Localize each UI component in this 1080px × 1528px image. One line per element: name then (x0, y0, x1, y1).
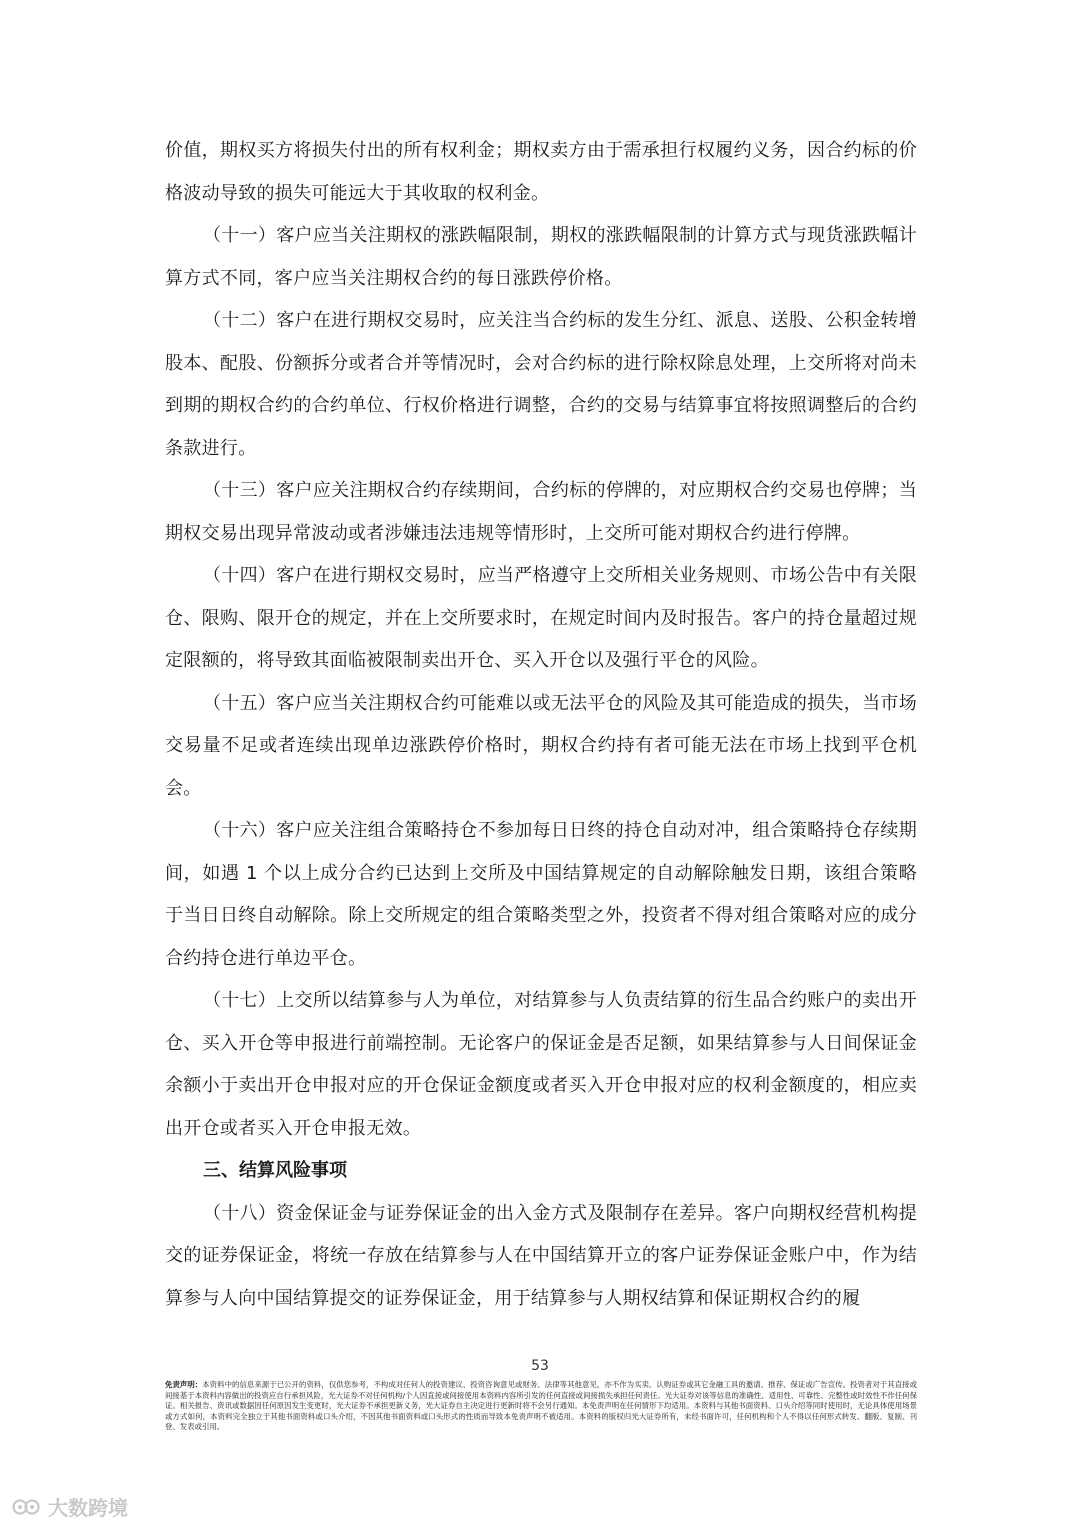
disclaimer-text: 本资料中的信息来源于已公开的资料，仅供您参考，不构成对任何人的投资建议、投资咨询意见或财务、法律等其他意见，亦不作为买卖、认购证券或其它金融工具的邀请、推荐、保证或广告宣传。投资者对于其直接或间接基于本资料内容做出的投资应自行承担风险，光大证券不对任何机构/个人因直接或间接使用本资料内容所引发的任何直接或间接损失承担任何责任。光大证券对该等信息的准确性、适用性、可靠性、完整性或时效性不作任何保证。相关报告、资讯或数据因任何原因发生变更时，光大证券不承担更新义务，光大证券自主决定进行更新时将不会另行通知。本免责声明在任何情形下均适用。本资料与其他书面资料、口头介绍等同时使用时，无论具体使用场景或方式如何，本资料完全独立于其他书面资料或口头介绍，不因其他书面资料或口头形式的性质而导致本免责声明不被适用。本资料的版权归光大证券所有，未经书面许可，任何机构和个人不得以任何形式转发、翻版、复制、刊登、发表或引用。 (165, 1380, 917, 1431)
disclaimer (165, 1380, 917, 1433)
page-number: 53 (531, 1358, 549, 1374)
paragraph-continuation: 价值，期权买方将损失付出的所有权利金；期权卖方由于需承担行权履约义务，因合约标的价格波动导致的损失可能远大于其收取的权利金。 (165, 140, 917, 204)
paragraph-17: （十七）上交所以结算参与人为单位，对结算参与人负责结算的衍生品合约账户的卖出开仓、买入开仓等申报进行前端控制。无论客户的保证金是否足额，如果结算参与人日间保证金余额小于卖出开仓申报对应的开仓保证金额度或者买入开仓申报对应的权利金额度的，相应卖出开仓或者买入开仓申报无效。 (165, 990, 917, 1139)
paragraph-12: （十二）客户在进行期权交易时，应关注当合约标的发生分红、派息、送股、公积金转增股本、配股、份额拆分或者合并等情况时，会对合约标的进行除权除息处理，上交所将对尚未到期的期权合约的合约单位、行权价格进行调整，合约的交易与结算事宜将按照调整后的合约条款进行。 (165, 310, 917, 459)
paragraph-18: （十八）资金保证金与证券保证金的出入金方式及限制存在差异。客户向期权经营机构提交的证券保证金，将统一存放在结算参与人在中国结算开立的客户证券保证金账户中，作为结算参与人向中国结算提交的证券保证金，用于结算参与人期权结算和保证期权合约的履 (165, 1202, 917, 1309)
paragraph-11: （十一）客户应当关注期权的涨跌幅限制，期权的涨跌幅限制的计算方式与现货涨跌幅计算方式不同，客户应当关注期权合约的每日涨跌停价格。 (165, 225, 917, 289)
paragraph-15: （十五）客户应当关注期权合约可能难以或无法平仓的风险及其可能造成的损失，当市场交易量不足或者连续出现单边涨跌停价格时，期权合约持有者可能无法在市场上找到平仓机会。 (165, 692, 917, 799)
document-body (165, 130, 917, 1320)
paragraph-14: （十四）客户在进行期权交易时，应当严格遵守上交所相关业务规则、市场公告中有关限仓、限购、限开仓的规定，并在上交所要求时，在规定时间内及时报告。客户的持仓量超过规定限额的，将导致其面临被限制卖出开仓、买入开仓以及强行平仓的风险。 (165, 565, 917, 671)
disclaimer-label: 免责声明： (165, 1380, 203, 1389)
watermark-text: 大数跨境 (48, 1496, 128, 1520)
section-heading: 三、结算风险事项 (203, 1160, 347, 1181)
watermark (12, 1492, 128, 1521)
paragraph-16: （十六）客户应关注组合策略持仓不参加每日日终的持仓自动对冲，组合策略持仓存续期间，如遇 1 个以上成分合约已达到上交所及中国结算规定的自动解除触发日期，该组合策略于当日日终自动解除。除上交所规定的组合策略类型之外，投资者不得对组合策略对应的成分合约持仓进行单边平仓。 (165, 820, 917, 969)
paragraph-13: （十三）客户应关注期权合约存续期间，合约标的停牌的，对应期权合约交易也停牌；当期权交易出现异常波动或者涉嫌违法违规等情形时，上交所可能对期权合约进行停牌。 (165, 480, 917, 544)
bigdata-logo-icon (12, 1496, 42, 1518)
